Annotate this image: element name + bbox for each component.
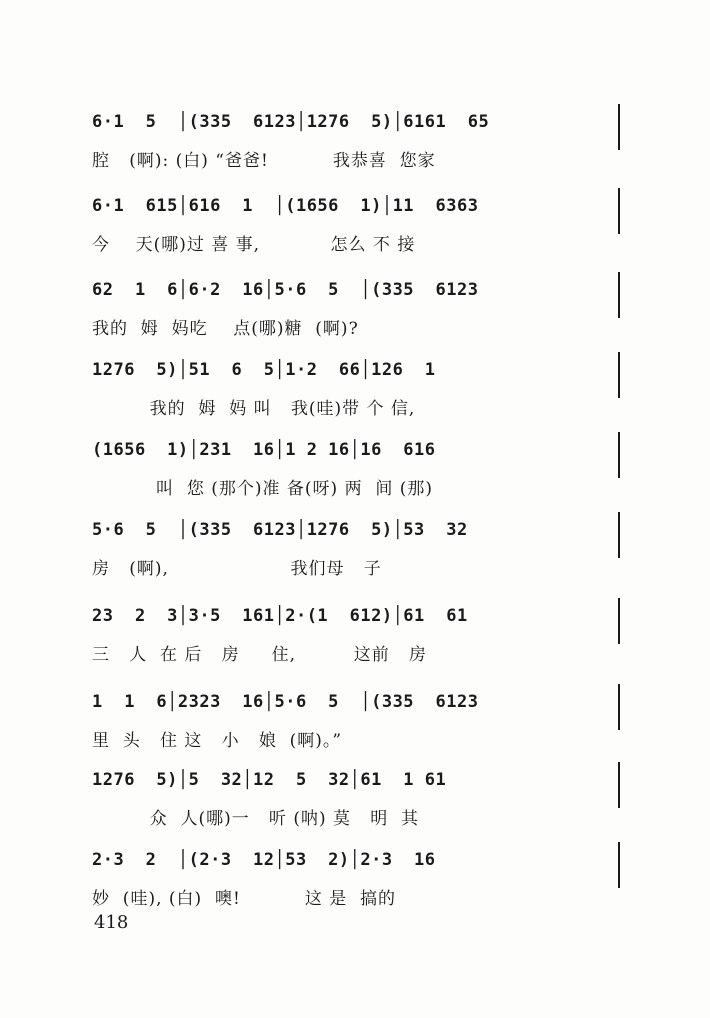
notation-line: 62 1 6│6·2 16│5·6 5 │(335 6123	[92, 280, 479, 300]
lyrics-line: 腔 (啊): (白) “爸爸! 我恭喜 您家	[92, 151, 436, 171]
final-barline	[618, 188, 620, 234]
notation-line: 6·1 615│616 1 │(1656 1)│11 6363	[92, 196, 479, 216]
score-system	[0, 606, 710, 686]
notation-line: 2·3 2 │(2·3 12│53 2)│2·3 16	[92, 850, 436, 870]
lyrics-line: 我的 姆 妈 叫 我(哇)带 个 信,	[92, 399, 416, 419]
final-barline	[618, 842, 620, 888]
notation-line: 1276 5)│51 6 5│1·2 66│126 1	[92, 360, 436, 380]
score-system	[0, 360, 710, 440]
lyrics-line: 里 头 住 这 小 娘 (啊)。”	[92, 731, 343, 751]
lyrics-line: 我的 姆 妈吃 点(哪)糖 (啊)?	[92, 319, 359, 339]
lyrics-line: 三 人 在 后 房 住, 这前 房	[92, 645, 427, 665]
score-system	[0, 692, 710, 772]
final-barline	[618, 352, 620, 398]
notation-line: (1656 1)│231 16│1 2 16│16 616	[92, 440, 436, 460]
score-system	[0, 440, 710, 520]
score-system	[0, 770, 710, 850]
final-barline	[618, 432, 620, 478]
lyrics-line: 叫 您 (那个)准 备(呀) 两 间 (那)	[92, 479, 434, 499]
final-barline	[618, 104, 620, 150]
final-barline	[618, 512, 620, 558]
score-system	[0, 520, 710, 600]
lyrics-line: 今 天(哪)过 喜 事, 怎么 不 接	[92, 235, 416, 255]
notation-line: 1276 5)│5 32│12 5 32│61 1 61	[92, 770, 447, 790]
notation-line: 23 2 3│3·5 161│2·(1 612)│61 61	[92, 606, 468, 626]
final-barline	[618, 598, 620, 644]
final-barline	[618, 272, 620, 318]
lyrics-line: 妙 (哇), (白) 噢! 这 是 搞的	[92, 889, 397, 909]
lyrics-line: 众 人(哪)一 听 (呐) 莫 明 其	[92, 809, 420, 829]
score-system	[0, 112, 710, 192]
score-system	[0, 280, 710, 360]
final-barline	[618, 684, 620, 730]
lyrics-line: 房 (啊), 我们母 子	[92, 559, 382, 579]
page-number: 418	[94, 912, 129, 933]
notation-line: 6·1 5 │(335 6123│1276 5)│6161 65	[92, 112, 490, 132]
notation-line: 5·6 5 │(335 6123│1276 5)│53 32	[92, 520, 468, 540]
notation-line: 1 1 6│2323 16│5·6 5 │(335 6123	[92, 692, 479, 712]
final-barline	[618, 762, 620, 808]
score-system	[0, 196, 710, 276]
